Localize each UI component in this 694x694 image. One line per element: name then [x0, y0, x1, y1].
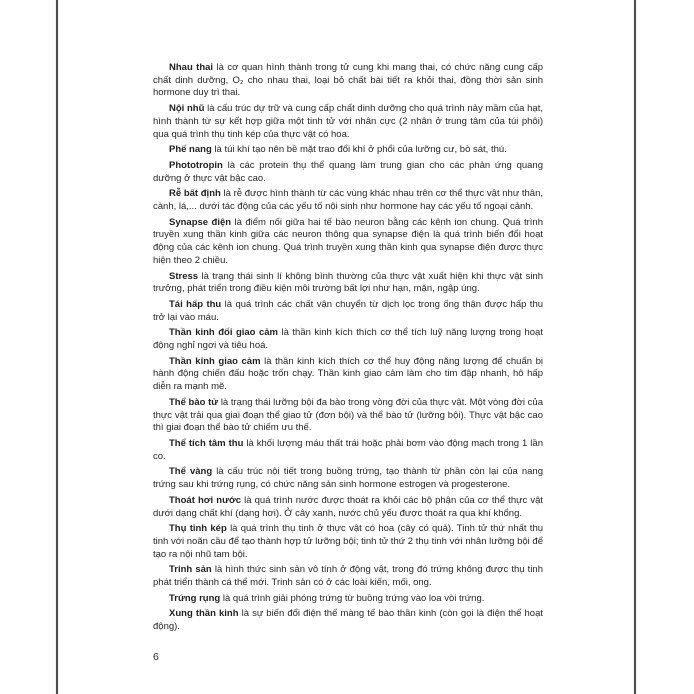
entry-definition: là thần kinh kích thích cơ thể tích luỹ năng lượng trong hoạt động nghỉ ngơi và tiêu hoá.	[153, 327, 543, 352]
entry-term: Synapse điện	[169, 216, 232, 228]
glossary-entry	[153, 271, 543, 296]
entry-term: Thần kinh giao cảm	[169, 355, 261, 367]
glossary-entry	[153, 103, 543, 141]
entry-definition: là trạng thái sinh lí không bình thường của thực vật xuất hiện khi thực vật sinh trưởng, phát triển trong điều kiện môi trường bất lợi như hạn, mặn, ngập úng.	[153, 270, 544, 295]
entry-definition: là túi khí tạo nên bề mặt trao đổi khí ở phổi của lưỡng cư, bò sát, thú.	[214, 144, 507, 156]
entry-term: Phế nang	[169, 144, 212, 156]
entry-term: Phototropin	[169, 159, 223, 171]
entry-definition: là điểm nối giữa hai tế bào neuron bằng các kênh ion chung. Quá trình truyền xung thần kinh giữa các neuron thông qua synapse điện là quá trình biến đổi hoạt động của các kênh ion chung. Quá trình truyền xung thần kinh qua synapse điện được thực hiện theo 2 chiều.	[153, 216, 543, 266]
glossary-entry	[153, 564, 543, 589]
entry-term: Trứng rụng	[169, 592, 221, 604]
glossary-entry	[153, 593, 543, 606]
entry-term: Thể vàng	[169, 466, 213, 478]
glossary-page	[153, 62, 543, 664]
entry-definition: là quá trình nước được thoát ra khỏi các bộ phận của cơ thể thực vật dưới dạng chất khí (dạng hơi). Ở cây xanh, nước chủ yếu được thoát ra qua khí khổng.	[153, 494, 543, 519]
entry-definition: là cấu trúc dự trữ và cung cấp chất dinh dưỡng cho quá trình nảy mầm của hạt, hình thành từ sự kết hợp giữa một tinh tử với nhân cực (2 nhân ở trung tâm của túi phôi) qua quá trình thụ tinh kép của thực vật có hoa.	[153, 103, 543, 140]
entry-definition: là khối lượng máu thất trái hoặc phải bơm vào động mạch trong 1 lần co.	[153, 437, 543, 462]
glossary-entry	[153, 160, 543, 185]
entry-term: Tái hấp thu	[169, 298, 222, 310]
glossary-entry	[153, 466, 543, 491]
entry-term: Xung thần kinh	[169, 608, 239, 620]
glossary-entry	[153, 523, 543, 561]
entry-definition: là cơ quan hình thành trong tử cung khi mang thai, có chức năng cung cấp chất dinh dưỡng, O₂ cho nhau thai, loại bỏ chất bài tiết ra khỏi thai, đồng thời sản sinh hormone duy trì thai.	[153, 62, 544, 99]
entry-definition: là hình thức sinh sản vô tính ở động vật, trong đó trứng không được thụ tinh phát triển thành cá thể mới. Trinh sản có ở các loài kiến, mối, ong.	[153, 564, 543, 589]
entry-term: Thụ tinh kép	[169, 523, 227, 535]
entry-term: Thể bào tử	[169, 396, 219, 408]
page-left-edge-line	[56, 0, 58, 694]
glossary-entry	[153, 188, 543, 213]
entry-definition: là rễ được hình thành từ các vùng khác nhau trên cơ thể thực vật như thân, cành, lá,... dưới tác động của các yếu tố nội sinh như hormone hay các yếu tố ngoại cảnh.	[153, 188, 544, 213]
entry-term: Stress	[169, 270, 199, 282]
glossary-entry	[153, 327, 543, 352]
entry-term: Trinh sản	[169, 564, 212, 576]
entry-term: Thần kinh đối giao cảm	[169, 327, 278, 339]
glossary-entry	[153, 495, 543, 520]
entry-definition: là quá trình thụ tinh ở thực vật có hoa (cây có quả). Tinh tử thứ nhất thụ tinh với noãn cầu để tạo thành hợp tử lưỡng bội; tinh tử thứ 2 thụ tinh với nhân lưỡng bội để tạo ra nội nhũ tam bội.	[153, 523, 544, 560]
entry-definition: là quá trình các chất vận chuyển từ dịch lọc trong ống thận được hấp thu trở lại vào máu.	[153, 298, 544, 323]
entry-term: Nhau thai	[169, 62, 214, 73]
entry-definition: là thần kinh kích thích cơ thể huy động năng lượng để chuẩn bị hành động chiến đấu hoặc trốn chạy. Thần kinh giao cảm làm cho tim đập nhanh, hô hấp diễn ra mạnh mẽ.	[153, 355, 543, 393]
page-right-edge-line	[634, 0, 636, 694]
glossary-entry	[153, 144, 543, 157]
entry-definition: là các protein thụ thể quang làm trung gian cho các phản ứng quang dưỡng ở thực vật bậc cao.	[153, 159, 543, 184]
entry-definition: là sự biến đổi điện thế màng tế bào thần kinh (còn gọi là điện thế hoạt động).	[153, 608, 544, 633]
entry-definition: là cấu trúc nội tiết trong buồng trứng, tạo thành từ phần còn lại của nang trứng sau khi trứng rụng, có chức năng sản sinh hormone estrogen và progesterone.	[153, 466, 543, 491]
glossary-entry	[153, 438, 543, 463]
glossary-entry	[153, 608, 543, 633]
page-number: 6	[153, 650, 159, 663]
glossary-entry	[153, 356, 543, 394]
entry-term: Nội nhũ	[169, 103, 205, 115]
glossary-entry	[153, 217, 543, 268]
entry-term: Rễ bất định	[169, 188, 221, 200]
entry-definition: là quá trình giải phóng trứng từ buồng trứng vào loa vòi trứng.	[222, 592, 485, 604]
entry-term: Thoát hơi nước	[169, 494, 241, 506]
entry-definition: là trạng thái lưỡng bội đa bào trong vòng đời của thực vật. Một vòng đời của thực vật trải qua giai đoạn thể giao tử (đơn bội) và thể bào tử (lưỡng bội). Thực vật bậc cao thì giai đoạn thể bào tử chiếm ưu thế.	[153, 396, 544, 434]
glossary-entry	[153, 62, 543, 100]
glossary-entry	[153, 397, 543, 435]
entry-term: Thể tích tâm thu	[169, 437, 244, 449]
glossary-entry	[153, 299, 543, 324]
